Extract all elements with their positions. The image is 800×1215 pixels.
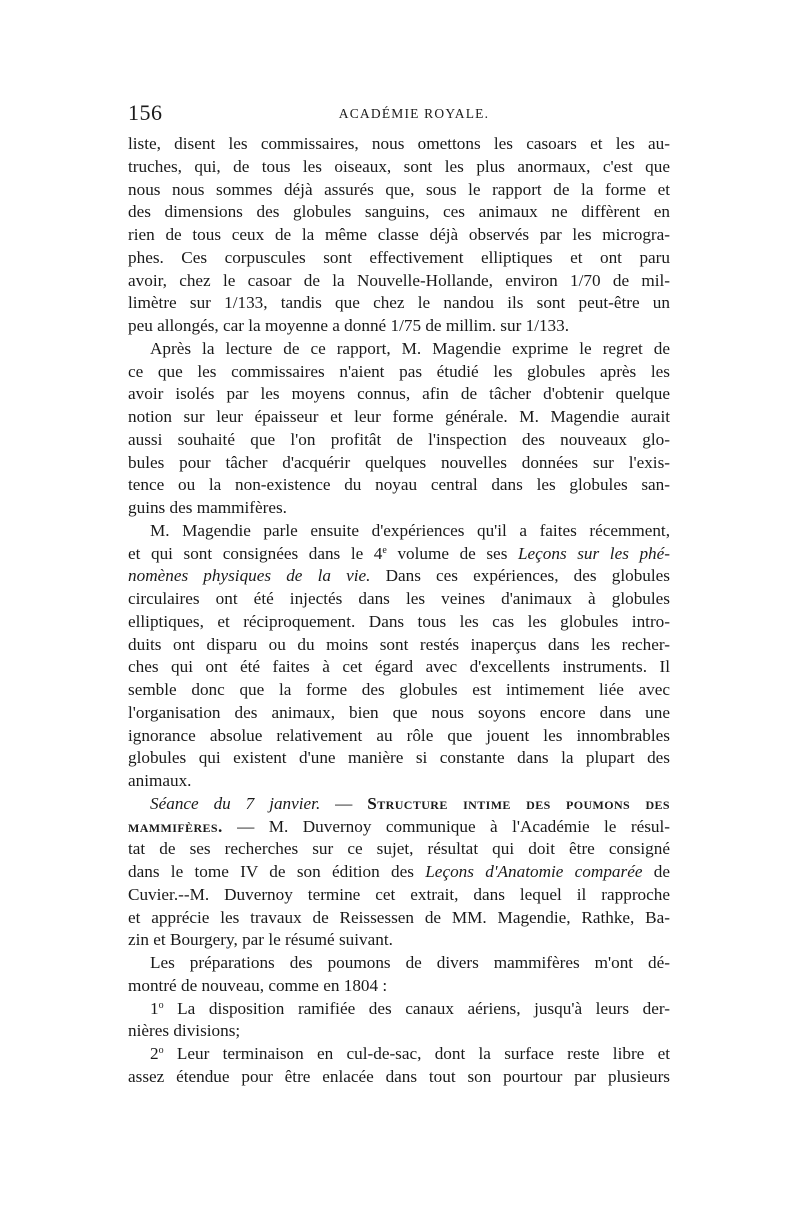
text-line xyxy=(128,383,670,406)
text-segment: La disposition ramifiée des canaux aériens, jusqu'à leurs der- xyxy=(163,998,670,1018)
text-line xyxy=(128,838,670,861)
text-segment: tence ou la non-existence du noyau central dans les globules san- xyxy=(128,475,670,495)
text-segment: tat de ses recherches sur ce sujet, résultat qui doit être consigné xyxy=(128,839,670,859)
text-segment: 2 xyxy=(150,1044,159,1063)
text-line xyxy=(128,201,670,224)
text-line xyxy=(128,861,670,884)
text-line xyxy=(128,452,670,475)
text-segment: dans le tome IV de son édition des xyxy=(128,862,426,881)
text-line xyxy=(128,634,670,657)
text-segment: elliptiques, et réciproquement. Dans tous les cas les globules intro- xyxy=(128,611,670,631)
section-heading-text: mammifères. xyxy=(128,816,223,836)
text-segment: rien de tous ceux de la même classe déjà observés par les microgra- xyxy=(128,225,670,244)
text-line xyxy=(128,702,670,725)
superscript: o xyxy=(158,1045,164,1056)
text-segment: montré de nouveau, comme en 1804 : xyxy=(128,975,388,995)
text-segment: notion sur leur épaisseur et leur forme générale. M. Magendie aurait xyxy=(128,407,670,426)
text-line xyxy=(128,611,670,634)
text-segment: circulaires ont été injectés dans les veines d'animaux à globules xyxy=(128,589,670,608)
text-segment: truches, qui, de tous les oiseaux, sont les plus anormaux, c'est que xyxy=(128,156,670,176)
text-line xyxy=(128,816,670,839)
text-line xyxy=(128,474,670,497)
text-line xyxy=(128,975,670,998)
text-line xyxy=(128,770,670,793)
italic-text: Leçons d'Anatomie comparée xyxy=(425,862,643,881)
page-number: 156 xyxy=(128,100,163,125)
text-segment: aussi souhaité que l'on profitât de l'inspection des nouveaux glo- xyxy=(128,429,670,449)
text-segment: ches qui ont été faites à cet égard avec d'excellents instruments. Il xyxy=(128,657,670,677)
text-line xyxy=(128,520,670,543)
text-line xyxy=(128,156,670,179)
text-line xyxy=(128,1043,670,1066)
text-line xyxy=(128,247,670,270)
text-line xyxy=(128,1020,670,1043)
text-line xyxy=(128,429,670,452)
text-line xyxy=(128,952,670,975)
text-line xyxy=(128,588,670,611)
superscript: o xyxy=(158,999,164,1011)
text-line xyxy=(128,406,670,429)
text-line xyxy=(128,884,670,907)
text-segment: duits ont disparu ou du moins sont restés inaperçus dans les recher- xyxy=(128,634,670,654)
text-segment: ce que les commissaires n'aient pas étudié les globules après les xyxy=(128,361,670,381)
text-line xyxy=(128,315,670,338)
text-line xyxy=(128,270,670,293)
text-line xyxy=(128,907,670,930)
text-segment: Dans ces expériences, des globules xyxy=(370,566,670,586)
body-text xyxy=(128,133,670,1089)
text-line xyxy=(128,998,670,1021)
italic-text: Leçons sur les phé- xyxy=(517,543,670,563)
text-segment: et qui sont consignées dans le 4 xyxy=(128,543,383,563)
text-segment: peu allongés, car la moyenne a donné 1/75 de millim. sur 1/133. xyxy=(128,316,570,335)
text-segment: liste, disent les commissaires, nous omettons les casoars et les au- xyxy=(128,134,670,153)
text-segment: — M. Duvernoy communique à l'Académie le résul- xyxy=(222,816,670,836)
text-segment: volume de ses xyxy=(386,543,518,563)
text-segment: l'organisation des animaux, bien que nous soyons encore dans une xyxy=(128,702,670,722)
text-line xyxy=(128,543,670,566)
text-segment: 1 xyxy=(150,998,159,1018)
text-segment: ignorance absolue relativement au rôle que jouent les innombrables xyxy=(128,725,670,745)
text-segment: M. Magendie parle ensuite d'expériences qu'il a faites récemment, xyxy=(150,520,670,540)
text-segment: de xyxy=(642,862,670,881)
text-line xyxy=(128,338,670,361)
text-segment: semble donc que la forme des globules est intimement liée avec xyxy=(128,680,670,699)
italic-text: Séance du 7 janvier. xyxy=(150,793,321,813)
text-segment: et apprécie les travaux de Reissessen de MM. Magendie, Rathke, Ba- xyxy=(128,907,670,927)
text-line xyxy=(128,361,670,384)
text-segment: Après la lecture de ce rapport, M. Magendie exprime le regret de xyxy=(150,338,670,358)
text-line xyxy=(128,133,670,156)
superscript: e xyxy=(382,544,387,556)
text-line xyxy=(128,497,670,520)
text-segment: — xyxy=(320,793,368,813)
text-line xyxy=(128,929,670,952)
text-segment: avoir, chez le casoar de la Nouvelle-Hollande, environ 1/70 de mil- xyxy=(128,270,670,290)
text-segment: Les préparations des poumons de divers mammifères m'ont dé- xyxy=(150,953,670,972)
text-line xyxy=(128,224,670,247)
text-line xyxy=(128,747,670,770)
text-line xyxy=(128,679,670,702)
text-line xyxy=(128,179,670,202)
text-segment: nières divisions; xyxy=(128,1021,241,1041)
running-head: ACADÉMIE ROYALE. xyxy=(338,106,490,121)
text-line xyxy=(128,292,670,315)
text-segment: Leur terminaison en cul-de-sac, dont la surface reste libre et xyxy=(163,1044,670,1063)
text-line xyxy=(128,656,670,679)
text-segment: limètre sur 1/133, tandis que chez le nandou ils sont peut-être un xyxy=(128,293,670,313)
text-segment: bules pour tâcher d'acquérir quelques nouvelles données sur l'exis- xyxy=(128,452,670,472)
text-segment: zin et Bourgery, par le résumé suivant. xyxy=(128,930,393,950)
text-segment: Cuvier.--M. Duvernoy termine cet extrait, dans lequel il rapproche xyxy=(128,884,670,904)
text-segment: des dimensions des globules sanguins, ces animaux ne diffèrent en xyxy=(128,202,670,222)
text-segment: assez étendue pour être enlacée dans tout son pourtour par plusieurs xyxy=(128,1066,670,1086)
text-line xyxy=(128,1066,670,1089)
text-segment: phes. Ces corpuscules sont effectivement elliptiques et ont paru xyxy=(128,247,670,267)
text-line xyxy=(128,793,670,816)
page-header xyxy=(128,100,670,124)
text-line xyxy=(128,565,670,588)
text-segment: guins des mammifères. xyxy=(128,498,287,517)
italic-text: nomènes physiques de la vie. xyxy=(128,566,371,586)
text-segment: animaux. xyxy=(128,771,192,790)
text-line xyxy=(128,725,670,748)
text-segment: globules qui existent d'une manière si constante dans la plupart des xyxy=(128,748,670,768)
section-heading-text: Structure intime des poumons des xyxy=(367,793,670,813)
text-segment: nous nous sommes déjà assurés que, sous le rapport de la forme et xyxy=(128,179,670,199)
text-segment: avoir isolés par les moyens connus, afin de tâcher d'obtenir quelque xyxy=(128,384,670,404)
